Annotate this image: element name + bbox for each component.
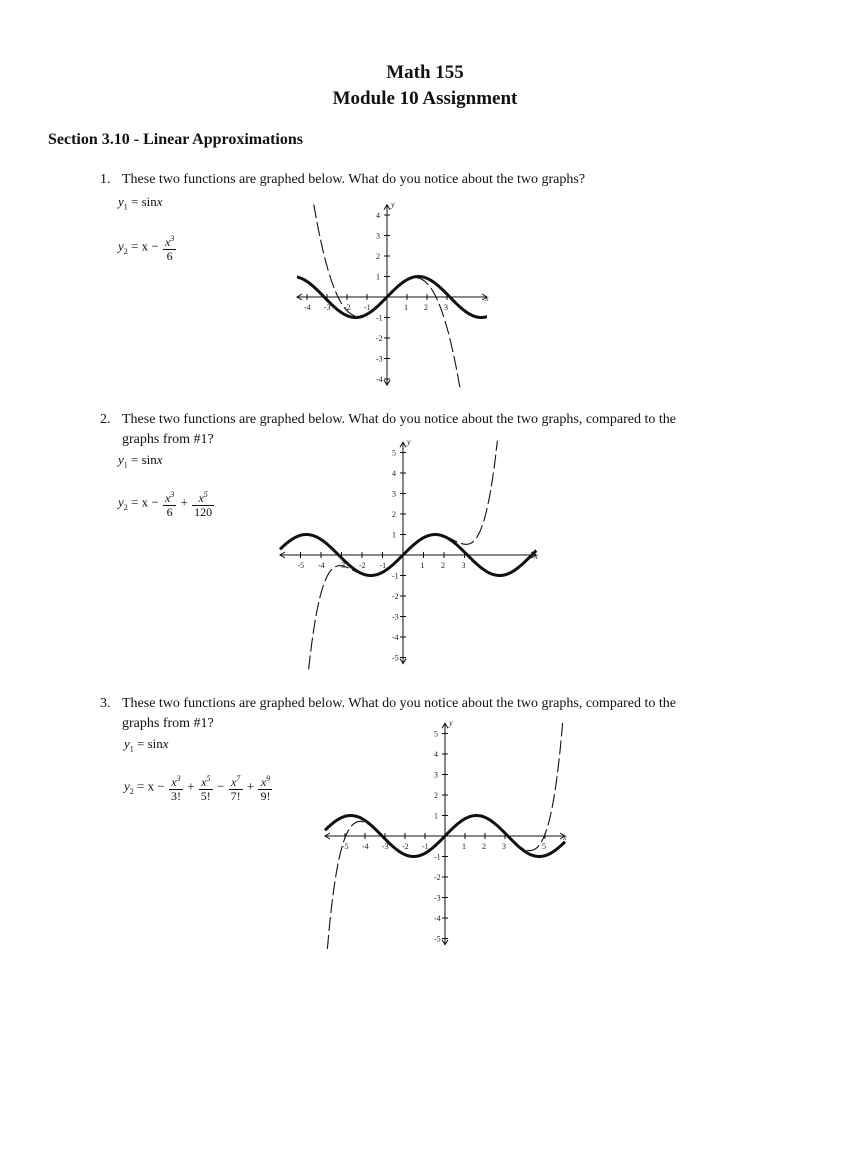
graph-1	[280, 184, 500, 389]
y-tick-label: 4	[434, 750, 438, 759]
y-tick-label: -4	[434, 914, 441, 923]
y-tick-label: 5	[392, 448, 396, 458]
y-axis-label: y	[391, 199, 395, 209]
y-axis-label: y	[449, 718, 453, 728]
x-tick-label: 3	[461, 561, 466, 570]
x-tick-label: -1	[422, 842, 429, 851]
x-tick-label: 2	[482, 842, 486, 851]
y-tick-label: -4	[392, 633, 399, 642]
question-number: 2.	[100, 412, 111, 427]
x-tick-label: -5	[342, 842, 349, 851]
y-tick-label: 2	[392, 510, 396, 519]
x-axis-label: x	[534, 552, 538, 561]
x-tick-label: 2	[441, 561, 445, 570]
course-title: Math 155	[386, 62, 464, 83]
x-tick-label: -2	[359, 561, 366, 570]
question-text-line2: graphs from #1?	[122, 716, 214, 731]
y-tick-label: -4	[376, 375, 383, 384]
y-tick-label: 3	[376, 231, 380, 241]
x-tick-label: 5	[542, 842, 546, 851]
function-y1: $y_1 = \sin x$	[124, 736, 169, 754]
function-y2: $y_2 = x$ − $\frac{x^3}{6}$ + $\frac{x^5}{120}$	[118, 490, 213, 519]
x-tick-label: 3	[502, 842, 506, 851]
x-tick-label: -2	[402, 842, 409, 851]
x-tick-label: -4	[304, 303, 311, 312]
y-tick-label: -3	[392, 612, 399, 622]
section-heading: Section 3.10 - Linear Approximations	[48, 131, 303, 148]
y-tick-label: 3	[434, 770, 438, 780]
y-tick-label: -2	[434, 873, 441, 882]
x-tick-label: -4	[362, 842, 369, 851]
y-tick-label: 1	[434, 811, 438, 821]
y-tick-label: -3	[376, 354, 383, 364]
function-y1: $y_1 = \sin x$	[118, 194, 163, 212]
graph-2	[286, 437, 538, 670]
function-y2: $y_2 = x$ − $\frac{x^3}{6}$	[118, 234, 175, 263]
question-number: 1.	[100, 172, 111, 187]
x-axis-label: x	[563, 833, 567, 842]
x-tick-label: -3	[382, 842, 389, 851]
y-tick-label: -1	[376, 313, 383, 323]
y-tick-label: -2	[392, 592, 399, 601]
y-tick-label: 4	[392, 469, 396, 478]
y-tick-label: -3	[434, 893, 441, 903]
y-tick-label: -2	[376, 334, 383, 343]
question-text-line2: graphs from #1?	[122, 432, 214, 447]
x-tick-label: 1	[404, 303, 408, 312]
graph-3	[326, 718, 567, 962]
y-tick-label: 4	[376, 211, 380, 220]
x-tick-label: -3	[338, 561, 346, 570]
y-tick-label: 1	[376, 272, 380, 282]
y-tick-label: -1	[392, 571, 399, 581]
x-tick-label: -4	[318, 561, 325, 570]
question-text: These two functions are graphed below. What do you notice about the two graphs, compared to the	[122, 696, 677, 711]
x-tick-label: -5	[297, 561, 305, 570]
y-tick-label: 3	[392, 489, 396, 499]
y-tick-label: 1	[392, 530, 396, 540]
x-tick-label: -2	[344, 303, 351, 312]
question-text: These two functions are graphed below. What do you notice about the two graphs?	[122, 172, 586, 187]
y-tick-label: -1	[434, 852, 441, 862]
y-tick-label: 2	[376, 252, 380, 261]
assignment-title: Module 10 Assignment	[332, 88, 518, 109]
function-y2: $y_2 = x$ − $\frac{x^3}{3!}$ + $\frac{x^5}{5!}$ − $\frac{x^7}{7!}$ + $\frac{x^9}{9!}$	[124, 774, 271, 803]
x-tick-label: -1	[364, 303, 371, 312]
x-tick-label: -1	[379, 561, 387, 570]
y-tick-label: 2	[434, 791, 438, 800]
question-number: 3.	[100, 696, 111, 711]
x-tick-label: 1	[462, 842, 466, 851]
x-tick-label: 2	[424, 303, 428, 312]
y-axis-label: y	[407, 437, 411, 447]
y-tick-label: -5	[392, 653, 399, 663]
x-tick-label: 3	[444, 303, 448, 312]
x-tick-label: 1	[420, 561, 425, 570]
question-text: These two functions are graphed below. What do you notice about the two graphs, compared to the	[122, 412, 677, 427]
y-tick-label: 5	[434, 729, 438, 739]
x-axis-label: x	[485, 294, 489, 303]
function-y1: $y_1 = \sin x$	[118, 452, 163, 470]
x-tick-label: -3	[324, 303, 331, 312]
y-tick-label: -5	[434, 934, 441, 944]
